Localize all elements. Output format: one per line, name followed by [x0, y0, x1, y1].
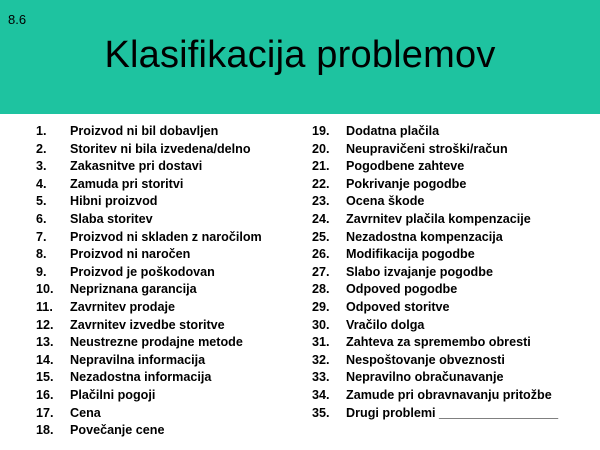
list-item [36, 387, 306, 405]
list-item [36, 317, 306, 335]
list-item [36, 229, 306, 247]
list-item [312, 299, 592, 317]
list-item [36, 246, 306, 264]
item-number: 33. [312, 370, 330, 385]
item-number: 3. [36, 159, 47, 174]
item-label: Modifikacija pogodbe [346, 247, 475, 262]
problem-list-left [36, 123, 306, 440]
list-item [36, 141, 306, 159]
list-item [36, 158, 306, 176]
item-number: 30. [312, 317, 330, 332]
item-label: Storitev ni bila izvedena/delno [70, 141, 251, 156]
item-number: 7. [36, 229, 47, 244]
item-label: Plačilni pogoji [70, 387, 156, 402]
item-label: Nezadostna informacija [70, 370, 212, 385]
item-label: Pogodbene zahteve [346, 159, 465, 174]
item-number: 28. [312, 282, 330, 297]
item-label: Zavrnitev prodaje [70, 299, 175, 314]
item-label: Odpoved pogodbe [346, 282, 458, 297]
item-number: 12. [36, 317, 54, 332]
list-item [36, 264, 306, 282]
item-label: Nepravilno obračunavanje [346, 370, 504, 385]
item-label: Zavrnitev plačila kompenzacije [346, 211, 531, 226]
item-number: 35. [312, 405, 330, 420]
item-number: 2. [36, 141, 47, 156]
list-item [312, 211, 592, 229]
item-label: Proizvod ni skladen z naročilom [70, 229, 262, 244]
item-label: Nepravilna informacija [70, 352, 206, 367]
item-label: Zavrnitev izvedbe storitve [70, 317, 225, 332]
list-item [312, 264, 592, 282]
item-number: 8. [36, 247, 47, 262]
list-item [36, 281, 306, 299]
list-item [312, 317, 592, 335]
item-number: 32. [312, 352, 330, 367]
list-item [312, 352, 592, 370]
item-number: 27. [312, 264, 330, 279]
list-item [312, 141, 592, 159]
item-label: Proizvod ni bil dobavljen [70, 124, 219, 138]
page-title: Klasifikacija problemov [104, 34, 496, 76]
item-number: 20. [312, 141, 330, 156]
item-label: Slabo izvajanje pogodbe [346, 264, 493, 279]
list-item [36, 193, 306, 211]
item-number: 5. [36, 194, 47, 209]
list-item [312, 229, 592, 247]
item-number: 4. [36, 176, 47, 191]
item-label: Pokrivanje pogodbe [346, 176, 467, 191]
item-label: Zakasnitve pri dostavi [70, 159, 203, 174]
list-item [36, 422, 306, 440]
item-number: 29. [312, 299, 330, 314]
item-number: 15. [36, 370, 54, 385]
list-item [36, 211, 306, 229]
list-item [36, 405, 306, 423]
item-label: Cena [70, 405, 101, 420]
item-label: Zamuda pri storitvi [70, 176, 184, 191]
list-item [36, 299, 306, 317]
item-number: 10. [36, 282, 54, 297]
item-label: Nepriznana garancija [70, 282, 197, 297]
list-item [312, 405, 592, 423]
list-item [36, 352, 306, 370]
item-label: Zamude pri obravnavanju pritožbe [346, 387, 552, 402]
item-label: Slaba storitev [70, 211, 153, 226]
problem-list-right [312, 123, 592, 422]
list-item [312, 369, 592, 387]
item-number: 16. [36, 387, 54, 402]
item-number: 22. [312, 176, 330, 191]
item-label: Odpoved storitve [346, 299, 450, 314]
item-number: 25. [312, 229, 330, 244]
item-label: Proizvod ni naročen [70, 247, 191, 262]
item-label: Drugi problemi _________________ [346, 405, 559, 420]
item-number: 11. [36, 299, 53, 314]
item-label: Nespoštovanje obveznosti [346, 352, 505, 367]
list-item [312, 193, 592, 211]
item-number: 23. [312, 194, 330, 209]
list-item [312, 334, 592, 352]
item-label: Povečanje cene [70, 423, 165, 438]
item-number: 21. [312, 159, 330, 174]
list-item [36, 123, 306, 141]
item-label: Ocena škode [346, 194, 425, 209]
title-banner [0, 0, 600, 114]
item-number: 18. [36, 423, 54, 438]
list-item [312, 123, 592, 141]
item-number: 34. [312, 387, 330, 402]
item-number: 19. [312, 124, 330, 138]
item-number: 26. [312, 247, 330, 262]
item-label: Zahteva za spremembo obresti [346, 335, 531, 350]
list-item [312, 387, 592, 405]
item-label: Dodatna plačila [346, 124, 440, 138]
item-label: Vračilo dolga [346, 317, 425, 332]
list-item [312, 176, 592, 194]
item-number: 14. [36, 352, 54, 367]
list-item [312, 281, 592, 299]
item-number: 9. [36, 264, 47, 279]
item-number: 24. [312, 211, 330, 226]
item-number: 17. [36, 405, 54, 420]
list-item [36, 369, 306, 387]
slide-number: 8.6 [8, 12, 27, 27]
item-label: Nezadostna kompenzacija [346, 229, 503, 244]
item-label: Proizvod je poškodovan [70, 264, 215, 279]
item-number: 31. [312, 335, 330, 350]
item-number: 6. [36, 211, 47, 226]
list-item [36, 176, 306, 194]
item-number: 1. [36, 124, 47, 138]
item-label: Neupravičeni stroški/račun [346, 141, 508, 156]
item-label: Hibni proizvod [70, 194, 158, 209]
item-label: Neustrezne prodajne metode [70, 335, 243, 350]
item-number: 13. [36, 335, 54, 350]
list-item [312, 158, 592, 176]
list-item [36, 334, 306, 352]
list-item [312, 246, 592, 264]
